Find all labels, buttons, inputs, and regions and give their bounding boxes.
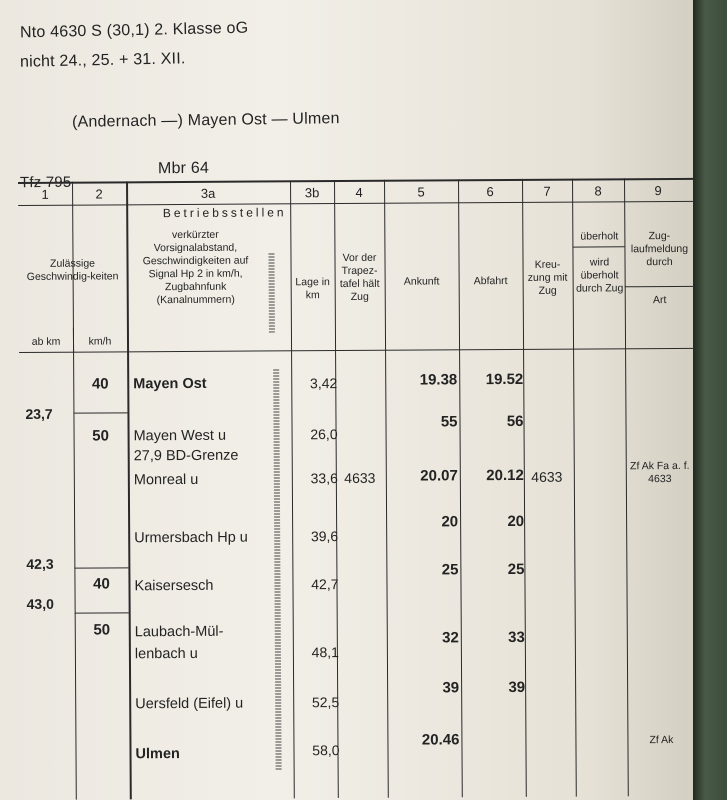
rule-colnums: [18, 201, 694, 206]
abfahrt-time: 25: [507, 560, 525, 579]
rule-col4: [384, 180, 389, 798]
station-name: Uersfeld (Eifel) u: [135, 695, 244, 713]
col9-top-header: Zug-laufmeldung durch: [630, 230, 689, 269]
colnum-9: 9: [654, 183, 662, 199]
abfahrt-time: 20: [507, 512, 525, 531]
zuglaufmeldung: Zf Ak: [649, 734, 674, 747]
lage-km: 58,0: [312, 742, 340, 759]
speed-value-40b: 40: [93, 575, 110, 593]
station-name: Mayen West u: [133, 427, 227, 445]
speed-value-40: 40: [91, 375, 109, 393]
lage-km: 3,42: [309, 375, 338, 392]
ankunft-time: 20.46: [421, 731, 460, 749]
colnum-7: 7: [543, 183, 551, 199]
colnum-4: 4: [355, 184, 363, 200]
ankunft-time: 19.38: [419, 371, 458, 389]
colnum-6: 6: [486, 184, 494, 200]
kreuzung-zug: 4633: [531, 468, 563, 485]
col3b-header: Lage in km: [295, 276, 330, 302]
col5-header: Ankunft: [403, 275, 440, 288]
station-name: 27,9 BD-Grenze: [133, 447, 239, 465]
lage-km: 26,0: [310, 426, 338, 443]
timetable-table: [18, 174, 698, 800]
lage-km: 39,6: [310, 528, 339, 545]
speed-change-km-43-0: 43,0: [26, 595, 54, 612]
lage-km: 42,7: [311, 576, 339, 593]
station-name: Laubach-Mül-: [134, 623, 224, 641]
train-number-line: Nto 4630 S (30,1) 2. Klasse oG: [19, 19, 249, 42]
colnum-3b: 3b: [304, 185, 320, 201]
route-title: (Andernach —) Mayen Ost — Ulmen: [71, 110, 340, 131]
station-name: Kaisersesch: [134, 577, 214, 595]
exception-dates-line: nicht 24., 25. + 31. XII.: [19, 50, 186, 71]
station-name: Monreal u: [133, 471, 199, 489]
station-name: Ulmen: [135, 746, 180, 763]
lage-km: 48,1: [311, 644, 339, 661]
ankunft-time: 20.07: [420, 467, 458, 485]
col9-bottom-header: Art: [653, 294, 667, 307]
ankunft-time: 20: [441, 513, 459, 531]
station-name: Mayen Ost: [133, 375, 207, 393]
speed-change-km-23-7: 23,7: [25, 405, 53, 422]
rule-col8: [624, 178, 629, 796]
colnum-8: 8: [594, 183, 602, 199]
speed-value-50: 50: [92, 427, 109, 445]
col7-header: Kreu-zung mit Zug: [527, 258, 568, 297]
speed-header: Zulässige Geschwindig-keiten: [26, 257, 119, 283]
ankunft-time: 25: [441, 561, 459, 579]
rule-header-bottom: [19, 348, 695, 353]
lage-km: 33,6: [310, 470, 338, 487]
vorsignal-zigzag-header: [268, 252, 274, 332]
abfahrt-time: 56: [506, 412, 524, 431]
zuglaufmeldung: Zf Ak Fa a. f. 4633: [629, 459, 690, 486]
rule-col5: [458, 179, 463, 797]
lage-km: 52,5: [311, 694, 340, 711]
abfahrt-time: 33: [508, 628, 525, 647]
speed-value-50b: 50: [93, 621, 111, 639]
speed-change-km-42-3: 42,3: [26, 555, 54, 572]
station-name: Urmersbach Hp u: [134, 529, 248, 547]
mbr-label: Mbr 64: [157, 159, 210, 178]
col4-header: Vor der Trapez-tafel hält Zug: [339, 251, 380, 303]
col6-header: Abfahrt: [473, 275, 508, 288]
abfahrt-time: 20.12: [486, 466, 524, 485]
vorsignal-zigzag: [273, 368, 281, 770]
speed-unit-km: ab km: [31, 335, 61, 348]
tfz-label: Tfz 795: [19, 173, 72, 192]
ankunft-time: 39: [442, 679, 460, 697]
colnum-3a: 3a: [200, 185, 216, 201]
colnum-2: 2: [95, 186, 103, 202]
ankunft-time: 55: [440, 413, 458, 431]
betriebsstellen-header: Betriebsstellen: [162, 205, 287, 221]
col8-bottom-header: wird überholt durch Zug: [576, 256, 624, 295]
ankunft-time: 32: [442, 629, 459, 647]
speed-unit-kmh: km/h: [88, 335, 112, 348]
colnum-1: 1: [41, 186, 49, 202]
station-name-cont: lenbach u: [134, 645, 198, 663]
col8-top-header: überholt: [580, 230, 619, 243]
page-edge-shadow: [693, 0, 727, 800]
vor-trapez-zug: 4633: [344, 469, 376, 487]
col3a-description: verkürzter Vorsignalabstand, Geschwindigkeiten auf Signal Hp 2 in km/h, Zugbahnfunk (Kanalnummern): [142, 228, 249, 307]
abfahrt-time: 19.52: [485, 370, 524, 389]
abfahrt-time: 39: [508, 678, 526, 697]
colnum-5: 5: [417, 184, 425, 200]
